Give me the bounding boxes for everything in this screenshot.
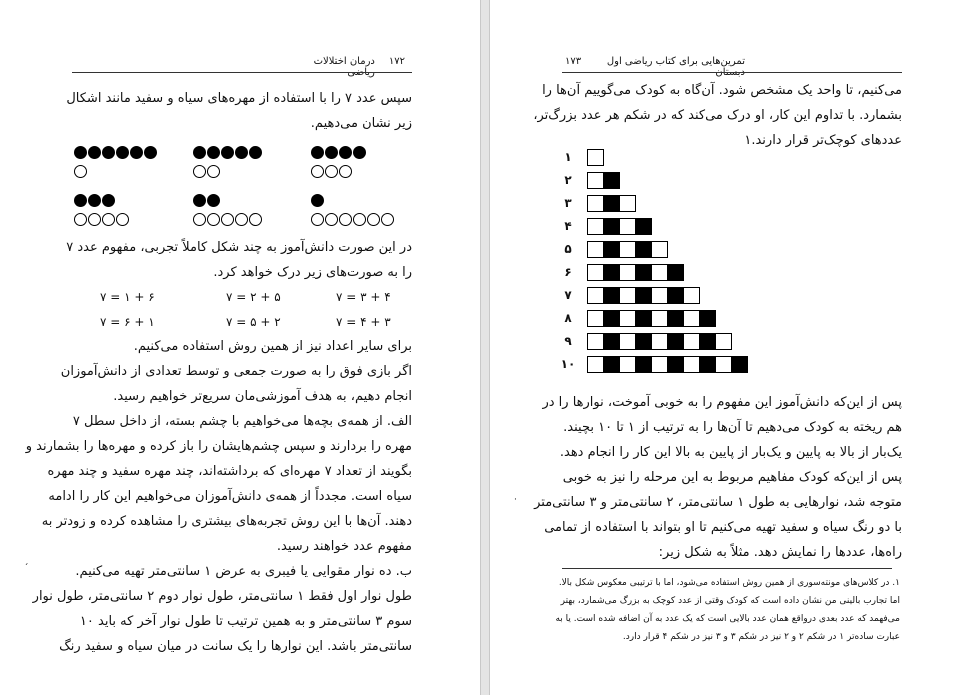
black-unit-cell bbox=[603, 333, 620, 350]
text-line: را به صورت‌های زیر درک خواهد کرد. bbox=[213, 265, 412, 280]
stray-mark: · bbox=[514, 495, 517, 505]
right-page-header bbox=[565, 56, 745, 78]
strip-number-label: ۱ bbox=[564, 150, 572, 164]
white-unit-cell bbox=[715, 356, 732, 373]
black-bead bbox=[74, 146, 87, 159]
left-page-header bbox=[295, 56, 405, 78]
white-bead bbox=[88, 213, 101, 226]
black-bead bbox=[116, 146, 129, 159]
number-strip bbox=[587, 333, 732, 350]
number-strip bbox=[587, 310, 716, 327]
text-line: طول نوار اول فقط ۱ سانتی‌متر، طول نوار دوم ۲ سانتی‌متر، طول نوار bbox=[32, 589, 412, 604]
text-line: بشمارد. با تداوم این کار، او درک می‌کند که در شکم هر عدد بزرگ‌تر، bbox=[533, 108, 902, 123]
bead-row-black bbox=[311, 146, 366, 161]
text-line: انجام دهیم، به هدف آموزشی‌مان سریع‌تر خواهیم رسید. bbox=[113, 389, 412, 404]
white-unit-cell bbox=[619, 287, 636, 304]
strip-number-label: ۷ bbox=[564, 288, 572, 302]
black-bead bbox=[130, 146, 143, 159]
left-header-rule bbox=[72, 72, 412, 73]
text-line: برای سایر اعداد نیز از همین روش استفاده می‌کنیم. bbox=[133, 339, 412, 354]
equation: ۵ + ۲ = ۷ bbox=[226, 290, 281, 304]
bead-row-white bbox=[311, 213, 394, 228]
strip-number-label: ۶ bbox=[564, 265, 572, 279]
text-line: بگویند از تعداد ۷ مهره‌ای که برداشته‌اند، چند مهره سفید و چند مهره bbox=[47, 464, 412, 479]
number-strip bbox=[587, 195, 636, 212]
bead-row-black bbox=[193, 194, 262, 209]
black-unit-cell bbox=[635, 310, 652, 327]
white-unit-cell bbox=[619, 356, 636, 373]
text-line: متوجه شد، نوارهایی به طول ۱ سانتی‌متر، ۲ سانتی‌متر و ۳ سانتی‌متر bbox=[534, 495, 902, 510]
white-bead bbox=[367, 213, 380, 226]
black-unit-cell bbox=[635, 218, 652, 235]
black-bead bbox=[207, 146, 220, 159]
white-bead bbox=[207, 165, 220, 178]
white-unit-cell bbox=[587, 356, 604, 373]
white-unit-cell bbox=[587, 218, 604, 235]
text-line: سپس عدد ۷ را با استفاده از مهره‌های سیاه و سفید مانند اشکال bbox=[66, 91, 412, 106]
text-line: در این صورت دانش‌آموز به چند شکل کاملاً تجربی، مفهوم عدد ۷ bbox=[66, 240, 412, 255]
white-unit-cell bbox=[619, 333, 636, 350]
white-unit-cell bbox=[587, 310, 604, 327]
text-line: یک‌بار از بالا به پایین و یک‌بار از پایین به بالا این کار را انجام دهد. bbox=[559, 445, 902, 460]
text-line: می‌کنیم، تا واحد یک مشخص شود. آن‌گاه به کودک می‌گوییم آن‌ها را bbox=[542, 83, 902, 98]
black-unit-cell bbox=[603, 310, 620, 327]
text-line: مهره را بردارند و سپس چشم‌هایشان را باز کرده و مهره‌ها را بشمارند و bbox=[25, 439, 412, 454]
equation: ۳ + ۴ = ۷ bbox=[336, 315, 391, 329]
bead-group bbox=[311, 194, 394, 232]
black-unit-cell bbox=[699, 333, 716, 350]
white-bead bbox=[249, 213, 262, 226]
white-bead bbox=[193, 213, 206, 226]
number-strip bbox=[587, 356, 748, 373]
number-strip bbox=[587, 149, 604, 166]
white-bead bbox=[193, 165, 206, 178]
bead-row-white bbox=[193, 213, 262, 228]
footnote-rule bbox=[562, 568, 892, 569]
white-unit-cell bbox=[587, 287, 604, 304]
white-unit-cell bbox=[651, 356, 668, 373]
stray-mark: ˏ bbox=[24, 556, 29, 566]
number-strip bbox=[587, 172, 620, 189]
white-unit-cell bbox=[587, 172, 604, 189]
footnote-line: ۱. در کلاس‌های مونته‌سوری از همین روش استفاده می‌شود، اما با ترتیبی معکوس شکل بالا. bbox=[558, 578, 900, 588]
white-bead bbox=[325, 165, 338, 178]
text-line: پس از این‌که کودک مفاهیم مربوط به این مرحله را نیز به خوبی bbox=[562, 470, 902, 485]
equation: ۶ + ۱ = ۷ bbox=[100, 290, 155, 304]
black-bead bbox=[88, 146, 101, 159]
text-line: مفهوم عدد خواهند رسید. bbox=[276, 539, 412, 554]
white-unit-cell bbox=[651, 241, 668, 258]
black-unit-cell bbox=[635, 356, 652, 373]
bead-row-white bbox=[74, 213, 129, 228]
bead-row-white bbox=[311, 165, 366, 180]
black-unit-cell bbox=[635, 264, 652, 281]
white-bead bbox=[381, 213, 394, 226]
bead-group bbox=[74, 194, 129, 232]
black-unit-cell bbox=[699, 310, 716, 327]
white-unit-cell bbox=[683, 333, 700, 350]
white-unit-cell bbox=[587, 333, 604, 350]
white-bead bbox=[221, 213, 234, 226]
black-unit-cell bbox=[603, 356, 620, 373]
equation: ۴ + ۳ = ۷ bbox=[336, 290, 391, 304]
white-unit-cell bbox=[651, 287, 668, 304]
footnote-line: اما تجارب بالینی من نشان داده است که کودک وقتی از عدد کوچک به بزرگ می‌شمارد، بهتر bbox=[560, 596, 900, 606]
footnote bbox=[555, 574, 900, 646]
white-bead bbox=[102, 213, 115, 226]
black-unit-cell bbox=[699, 356, 716, 373]
white-bead bbox=[311, 165, 324, 178]
white-bead bbox=[311, 213, 324, 226]
bead-group bbox=[311, 146, 366, 184]
text-line: سوم ۳ سانتی‌متر و به همین ترتیب تا طول نوار آخر که باید ۱۰ bbox=[79, 614, 412, 629]
black-unit-cell bbox=[603, 287, 620, 304]
right-page-number: ۱۷۳ bbox=[565, 56, 582, 67]
black-unit-cell bbox=[603, 195, 620, 212]
text-line: با دو رنگ سیاه و سفید تهیه می‌کنیم تا او بتواند با استفاده از تمامی bbox=[544, 520, 902, 535]
white-bead bbox=[353, 213, 366, 226]
bead-group bbox=[193, 146, 262, 184]
bead-row-white bbox=[74, 165, 157, 180]
black-bead bbox=[311, 146, 324, 159]
strip-number-label: ۱۰ bbox=[560, 357, 576, 371]
text-line: دهند. آن‌ها با این روش تجربه‌های بیشتری را مشاهده کرده و زودتر به bbox=[41, 514, 412, 529]
white-unit-cell bbox=[651, 264, 668, 281]
text-line: الف. از همه‌ی بچه‌ها می‌خواهیم با چشم بسته، از داخل سطل ۷ bbox=[72, 414, 412, 429]
bead-row-white bbox=[193, 165, 262, 180]
black-unit-cell bbox=[667, 264, 684, 281]
black-bead bbox=[193, 194, 206, 207]
white-unit-cell bbox=[619, 195, 636, 212]
white-unit-cell bbox=[683, 287, 700, 304]
left-page-number: ۱۷۲ bbox=[388, 56, 405, 67]
black-bead bbox=[102, 194, 115, 207]
black-unit-cell bbox=[635, 287, 652, 304]
equation: ۱ + ۶ = ۷ bbox=[100, 315, 155, 329]
right-header-rule bbox=[562, 72, 902, 73]
black-bead bbox=[102, 146, 115, 159]
white-bead bbox=[339, 213, 352, 226]
footnote-line: عبارت ساده‌تر ۱ در شکم ۲ و ۲ نیز در شکم ۳ و ۳ نیز در شکم ۴ قرار دارد. bbox=[622, 632, 900, 642]
number-strip bbox=[587, 287, 700, 304]
white-unit-cell bbox=[715, 333, 732, 350]
white-bead bbox=[339, 165, 352, 178]
black-bead bbox=[235, 146, 248, 159]
white-bead bbox=[207, 213, 220, 226]
white-bead bbox=[116, 213, 129, 226]
number-strip bbox=[587, 218, 652, 235]
white-unit-cell bbox=[619, 218, 636, 235]
black-unit-cell bbox=[731, 356, 748, 373]
black-bead bbox=[193, 146, 206, 159]
white-bead bbox=[235, 213, 248, 226]
right-intro bbox=[533, 78, 902, 153]
white-unit-cell bbox=[619, 241, 636, 258]
black-unit-cell bbox=[667, 333, 684, 350]
book-gutter bbox=[480, 0, 490, 695]
strip-number-label: ۵ bbox=[564, 242, 572, 256]
white-bead bbox=[74, 213, 87, 226]
black-unit-cell bbox=[635, 333, 652, 350]
black-unit-cell bbox=[603, 241, 620, 258]
left-paragraph-1 bbox=[66, 235, 412, 285]
bead-row-black bbox=[311, 194, 394, 209]
white-unit-cell bbox=[587, 195, 604, 212]
black-unit-cell bbox=[603, 264, 620, 281]
black-unit-cell bbox=[603, 218, 620, 235]
bead-group bbox=[74, 146, 157, 184]
left-intro bbox=[66, 86, 412, 136]
right-page-running-title: تمرین‌هایی برای کتاب ریاضی اول bbox=[606, 56, 745, 67]
black-bead bbox=[311, 194, 324, 207]
number-strip bbox=[587, 264, 684, 281]
text-line: ب. ده نوار مقوایی یا فیبری به عرض ۱ سانتی‌متر تهیه می‌کنیم. bbox=[75, 564, 412, 579]
black-bead bbox=[249, 146, 262, 159]
black-unit-cell bbox=[667, 287, 684, 304]
bead-row-black bbox=[193, 146, 262, 161]
white-bead bbox=[325, 213, 338, 226]
equation: ۲ + ۵ = ۷ bbox=[226, 315, 281, 329]
black-unit-cell bbox=[667, 356, 684, 373]
right-paragraph bbox=[534, 390, 902, 565]
number-strip bbox=[587, 241, 668, 258]
black-bead bbox=[221, 146, 234, 159]
text-line: سیاه است. مجدداً از همه‌ی دانش‌آموزان می‌خواهیم این کار را ادامه bbox=[48, 489, 412, 504]
strip-number-label: ۹ bbox=[564, 334, 572, 348]
strip-number-label: ۲ bbox=[564, 173, 572, 187]
text-line: اگر بازی فوق را به صورت جمعی و توسط تعدادی از دانش‌آموزان bbox=[60, 364, 412, 379]
bead-row-black bbox=[74, 146, 157, 161]
white-unit-cell bbox=[683, 310, 700, 327]
strip-number-label: ۳ bbox=[564, 196, 572, 210]
footnote-line: می‌فهمد که عدد بعدی درواقع همان عدد بالایی است که یک عدد به آن اضافه شده است. یا به bbox=[555, 614, 900, 624]
text-line: عددهای کوچک‌تر قرار دارند.۱ bbox=[744, 133, 902, 148]
black-bead bbox=[353, 146, 366, 159]
white-unit-cell bbox=[587, 149, 604, 166]
white-unit-cell bbox=[651, 310, 668, 327]
black-bead bbox=[339, 146, 352, 159]
white-bead bbox=[74, 165, 87, 178]
white-unit-cell bbox=[619, 264, 636, 281]
bead-row-black bbox=[74, 194, 129, 209]
black-bead bbox=[325, 146, 338, 159]
text-line: پس از این‌که دانش‌آموز این مفهوم را به خوبی آموخت، نوارها را در bbox=[542, 395, 902, 410]
black-unit-cell bbox=[667, 310, 684, 327]
white-unit-cell bbox=[651, 333, 668, 350]
left-paragraph-2 bbox=[25, 334, 412, 659]
strip-number-label: ۴ bbox=[564, 219, 572, 233]
white-unit-cell bbox=[619, 310, 636, 327]
black-bead bbox=[88, 194, 101, 207]
text-line: راه‌ها، عددها را نمایش دهد. مثلاً به شکل زیر: bbox=[658, 545, 902, 560]
strip-number-label: ۸ bbox=[564, 311, 572, 325]
black-bead bbox=[207, 194, 220, 207]
white-unit-cell bbox=[683, 356, 700, 373]
white-unit-cell bbox=[587, 241, 604, 258]
text-line: سانتی‌متر باشد. این نوارها را یک سانت در میان سیاه و سفید رنگ bbox=[59, 639, 412, 654]
bead-group bbox=[193, 194, 262, 232]
black-unit-cell bbox=[603, 172, 620, 189]
black-bead bbox=[74, 194, 87, 207]
left-page-running-title: درمان اختلالات bbox=[313, 56, 375, 67]
black-bead bbox=[144, 146, 157, 159]
text-line: زیر نشان می‌دهیم. bbox=[310, 116, 412, 131]
text-line: هم ریخته به کودک می‌دهیم تا آن‌ها را به ترتیب از ۱ تا ۱۰ بچیند. bbox=[563, 420, 902, 435]
black-unit-cell bbox=[635, 241, 652, 258]
white-unit-cell bbox=[587, 264, 604, 281]
